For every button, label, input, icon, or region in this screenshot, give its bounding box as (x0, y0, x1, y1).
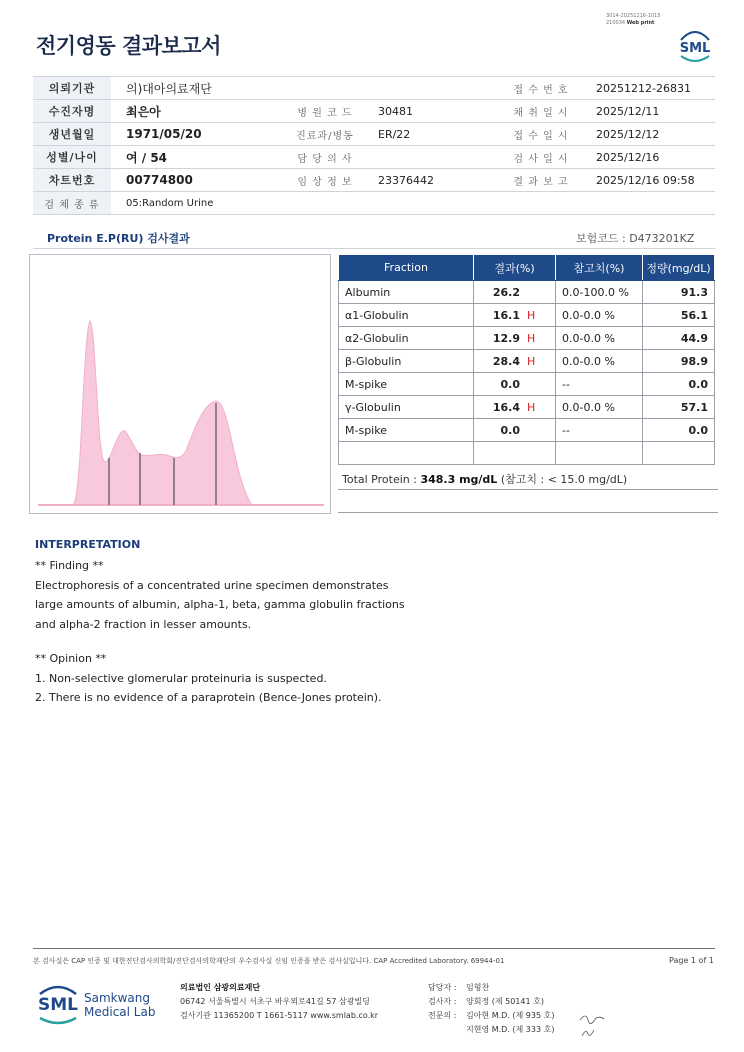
info-value: ER/22 (364, 123, 502, 146)
info-label: 병 원 코 드 (286, 100, 364, 123)
fraction-name: α1-Globulin (339, 304, 474, 327)
quant-value: 56.1 (643, 304, 715, 327)
finding-heading: ** Finding ** (35, 559, 104, 572)
info-value: 2025/12/16 (580, 146, 715, 169)
info-label: 담 당 의 사 (286, 146, 364, 169)
divider (338, 489, 718, 490)
info-row (33, 146, 715, 169)
ref-range: -- (556, 419, 643, 442)
table-row-empty (339, 442, 715, 465)
total-ref: (참고치 : < 15.0 mg/dL) (497, 473, 628, 486)
org-address: 06742 서울특별시 서초구 바우뫼로41길 57 삼광빌딩 (180, 997, 370, 1006)
org-info (180, 981, 378, 1023)
opinion-heading: ** Opinion ** (35, 652, 107, 665)
info-label: 결 과 보 고 (502, 169, 580, 192)
info-label: 접 수 일 시 (502, 123, 580, 146)
staff-name: 김아현 M.D. (제 935 호) (466, 1011, 555, 1020)
ref-range: 0.0-100.0 % (556, 281, 643, 304)
empty-cell (339, 442, 474, 465)
print-label: Web print (626, 20, 655, 26)
col-header-ref: 참고치(%) (556, 255, 643, 281)
info-label: 진료과/병동 (286, 123, 364, 146)
logo-sub1-text: Samkwang (84, 991, 150, 1005)
result-cell (474, 327, 556, 350)
fraction-name: α2-Globulin (339, 327, 474, 350)
info-value: 00774800 (111, 169, 286, 192)
logo-main-text: SML (38, 995, 78, 1015)
finding-line: Electrophoresis of a concentrated urine specimen demonstrates (35, 578, 389, 592)
staff-role: 담당자 : (428, 983, 457, 992)
opinion-line: 1. Non-selective glomerular proteinuria is suspected. (35, 671, 327, 685)
result-flag: H (527, 331, 536, 345)
result-cell (474, 350, 556, 373)
table-row (339, 419, 715, 442)
info-row (33, 169, 715, 192)
org-name: 의료법인 삼광의료재단 (180, 983, 261, 992)
info-row (33, 123, 715, 146)
page-number: Page 1 of 1 (669, 956, 714, 965)
result-cell (474, 304, 556, 327)
patient-info-table (33, 76, 715, 215)
result-value: 28.4 (492, 354, 520, 368)
staff-name: 임형찬 (466, 983, 490, 992)
fraction-name: M-spike (339, 373, 474, 396)
result-cell (474, 419, 556, 442)
curve-area (38, 321, 324, 505)
fraction-name: β-Globulin (339, 350, 474, 373)
insurance-code: 보험코드 : D473201KZ (576, 232, 695, 245)
info-value: 20251212-26831 (580, 77, 715, 100)
page-title: 전기영동 결과보고서 (36, 34, 221, 58)
staff-role: 검사자 : (428, 997, 457, 1006)
staff-name: 지현영 M.D. (제 333 호) (466, 1025, 555, 1034)
info-value: 1971/05/20 (111, 123, 286, 146)
finding-line: large amounts of albumin, alpha-1, beta, gamma globulin fractions (35, 598, 405, 611)
divider (338, 512, 718, 513)
quant-value: 98.9 (643, 350, 715, 373)
quant-value: 91.3 (643, 281, 715, 304)
empty-cell (474, 442, 556, 465)
section-title: Protein E.P(RU) 검사결과 (47, 232, 190, 245)
footer-divider (33, 948, 715, 949)
staff-info (428, 981, 554, 1037)
print-id (606, 13, 686, 27)
result-flag: H (527, 354, 536, 368)
info-label: 검 사 일 시 (502, 146, 580, 169)
staff-role: 전문의 : (428, 1011, 457, 1020)
table-row (339, 350, 715, 373)
result-value: 16.1 (492, 308, 520, 322)
logo-top-text: SML (679, 41, 711, 56)
result-flag: H (527, 400, 536, 414)
info-value: 23376442 (364, 169, 502, 192)
electrophoresis-curve (30, 255, 330, 513)
ref-range: 0.0-0.0 % (556, 350, 643, 373)
table-row (339, 327, 715, 350)
result-value: 26.2 (492, 285, 520, 299)
fraction-name: γ-Globulin (339, 396, 474, 419)
info-row (33, 192, 715, 215)
print-id-line2: 210034 (606, 20, 626, 26)
info-label: 의뢰기관 (33, 77, 111, 100)
table-row (339, 304, 715, 327)
finding-line: and alpha-2 fraction in lesser amounts. (35, 617, 252, 631)
info-label: 수진자명 (33, 100, 111, 123)
quant-value: 44.9 (643, 327, 715, 350)
col-header-quant: 정량(mg/dL) (643, 255, 715, 281)
info-value: 2025/12/12 (580, 123, 715, 146)
accreditation-note: 본 검사실은 CAP 인증 및 대한진단검사의학회/진단검사의학재단의 우수검사실 신임 인증을 받은 검사실입니다. CAP Accredited Laboratory. 69944-01 (33, 957, 505, 965)
result-cell (474, 373, 556, 396)
info-value (364, 77, 502, 100)
empty-cell (643, 442, 715, 465)
table-row (339, 396, 715, 419)
results-table (338, 254, 715, 465)
specimen-label: 검 체 종 류 (33, 192, 111, 215)
specimen-value: 05:Random Urine (111, 192, 715, 215)
opinion-line: 2. There is no evidence of a paraprotein (Bence-Jones protein). (35, 691, 382, 704)
info-value: 2025/12/16 09:58 (580, 169, 715, 192)
info-value: 의)대아의료재단 (111, 77, 286, 100)
info-label: 임 상 정 보 (286, 169, 364, 192)
total-label: Total Protein : (342, 473, 421, 486)
divider (33, 248, 715, 249)
info-value (364, 146, 502, 169)
info-label: 채 취 일 시 (502, 100, 580, 123)
info-row (33, 77, 715, 100)
info-value: 2025/12/11 (580, 100, 715, 123)
ref-range: 0.0-0.0 % (556, 327, 643, 350)
result-flag: H (527, 308, 536, 322)
total-protein (342, 471, 627, 487)
samkwang-logo-icon (36, 980, 156, 1026)
result-value: 16.4 (492, 400, 520, 414)
result-cell (474, 281, 556, 304)
quant-value: 0.0 (643, 373, 715, 396)
info-row (33, 100, 715, 123)
staff-name: 양회정 (제 50141 호) (466, 997, 544, 1006)
result-cell (474, 396, 556, 419)
total-value: 348.3 mg/dL (420, 473, 498, 486)
signature-icon (578, 1010, 608, 1040)
fraction-name: M-spike (339, 419, 474, 442)
info-label: 생년월일 (33, 123, 111, 146)
info-value: 여 / 54 (111, 146, 286, 169)
info-label (286, 77, 364, 100)
interpretation-title: INTERPRETATION (35, 538, 141, 551)
table-row (339, 373, 715, 396)
electrophoresis-chart (29, 254, 331, 514)
logo-sub2-text: Medical Lab (84, 1005, 156, 1019)
col-header-result: 결과(%) (474, 255, 556, 281)
print-id-line1: 3014-20251216-1015 (606, 13, 661, 19)
table-row (339, 281, 715, 304)
ref-range: 0.0-0.0 % (556, 396, 643, 419)
info-value: 30481 (364, 100, 502, 123)
ref-range: -- (556, 373, 643, 396)
info-label: 성별/나이 (33, 146, 111, 169)
org-contact: 검사기관 11365200 T 1661-5117 www.smlab.co.kr (180, 1011, 379, 1020)
result-value: 0.0 (500, 423, 520, 437)
results-header-row (339, 255, 715, 281)
empty-cell (556, 442, 643, 465)
ref-range: 0.0-0.0 % (556, 304, 643, 327)
info-label: 접 수 번 호 (502, 77, 580, 100)
fraction-name: Albumin (339, 281, 474, 304)
quant-value: 0.0 (643, 419, 715, 442)
quant-value: 57.1 (643, 396, 715, 419)
result-value: 0.0 (500, 377, 520, 391)
col-header-fraction: Fraction (339, 255, 474, 281)
finding-block (35, 556, 495, 634)
opinion-block (35, 649, 495, 708)
info-value: 최은아 (111, 100, 286, 123)
info-label: 차트번호 (33, 169, 111, 192)
result-value: 12.9 (492, 331, 520, 345)
sml-logo-icon (675, 26, 715, 66)
